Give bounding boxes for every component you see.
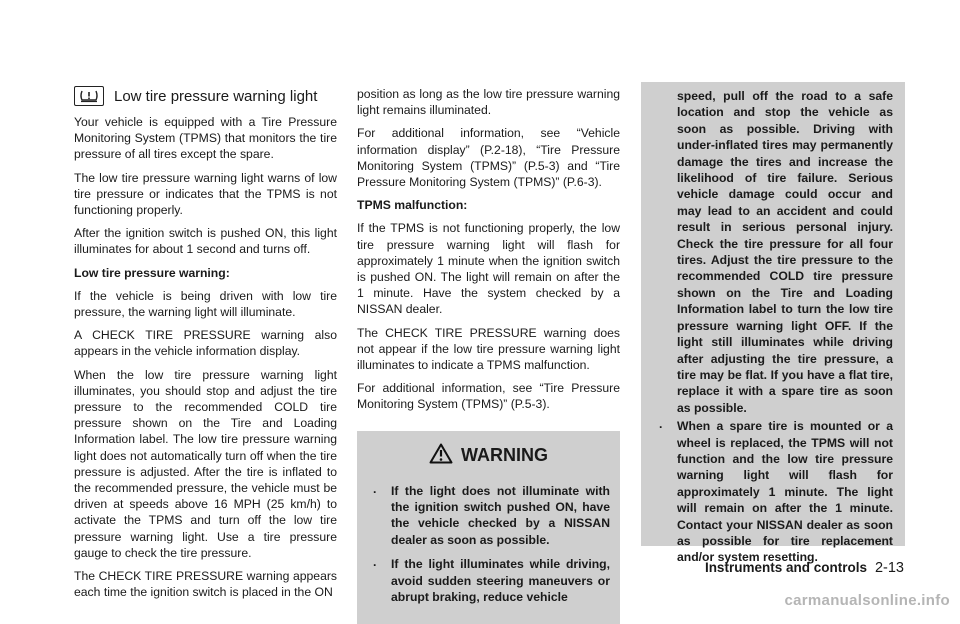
paragraph: For additional information, see “Vehicle information display” (P.2-18), “Tire Pressure Monitoring System (TPMS)” (P.5-3) and “Tire Pressure Monitoring System (TPMS)” (P.6-3). — [357, 126, 620, 190]
watermark: carmanualsonline.info — [784, 592, 950, 609]
column-2 — [357, 86, 620, 624]
section-title: Low tire pressure warning light — [114, 87, 318, 105]
warning-item: . When a spare tire is mounted or a wheel is replaced, the TPMS will not function and the low tire pressure warning light will flash for approximately 1 minute. The light will remain on after the 1 minute. Contact your NISSAN dealer as soon as possible for tire replacement and/or system resetting. — [653, 418, 893, 566]
paragraph: The low tire pressure warning light warns of low tire pressure or indicates that the TPMS is not functioning properly. — [74, 170, 337, 218]
subheading-tpms-malfunction: TPMS malfunction: — [357, 198, 468, 213]
paragraph: For additional information, see “Tire Pressure Monitoring System (TPMS)” (P.5-3). — [357, 381, 620, 412]
warning-list — [653, 418, 893, 566]
warning-item: . If the light illuminates while driving, avoid sudden steering maneuvers or abrupt braking, reduce vehicle — [367, 556, 610, 605]
paragraph: After the ignition switch is pushed ON, this light illuminates for about 1 second and turns off. — [74, 226, 337, 257]
footer-section-name: Instruments and controls — [704, 560, 867, 575]
section-heading — [74, 86, 337, 106]
warning-header — [367, 443, 610, 469]
paragraph: position as long as the low tire pressure warning light remains illuminated. — [357, 87, 620, 118]
paragraph: A CHECK TIRE PRESSURE warning also appears in the vehicle information display. — [74, 328, 337, 359]
paragraph: Your vehicle is equipped with a Tire Pressure Monitoring System (TPMS) that monitors the tire pressure of all tires except the spare. — [74, 115, 337, 162]
tire-pressure-warning-icon — [74, 86, 104, 106]
warning-item: . If the light does not illuminate with the ignition switch pushed ON, have the vehicle checked by a NISSAN dealer as soon as possible. — [367, 483, 610, 549]
warning-title: WARNING — [461, 445, 548, 466]
page-number: 2-13 — [874, 560, 904, 576]
page-footer — [705, 560, 904, 576]
warning-list — [367, 483, 610, 606]
subheading-low-tire-pressure: Low tire pressure warning: — [74, 265, 230, 280]
paragraph: If the vehicle is being driven with low tire pressure, the warning light will illuminate. — [74, 288, 337, 320]
warning-box — [357, 431, 620, 624]
column-1 — [74, 86, 337, 607]
paragraph: If the TPMS is not functioning properly, the low tire pressure warning light will flash for approximately 1 minute when the ignition switch is pushed ON. The light will remain on after the 1 minute. Have the system checked by a NISSAN dealer. — [357, 221, 620, 317]
column-3 — [641, 82, 905, 565]
paragraph: The CHECK TIRE PRESSURE warning appears each time the ignition switch is placed in the ON — [74, 569, 337, 600]
paragraph: When the low tire pressure warning light illuminates, you should stop and adjust the tire pressure to the recommended COLD tire pressure shown on the Tire and Loading Information label. The low tire pressure warning light does not automatically turn off when the tire pressure is adjusted. After the tire is inflated to the recommended pressure, the vehicle must be driven at speeds above 16 MPH (25 km/h) to activate the TPMS and turn off the low tire pressure warning light. Use a tire pressure gauge to check the tire pressure. — [74, 367, 337, 560]
warning-triangle-icon — [429, 443, 453, 469]
paragraph: The CHECK TIRE PRESSURE warning does not appear if the low tire pressure warning light illuminates to indicate a TPMS malfunction. — [357, 325, 620, 373]
warning-continued-text: speed, pull off the road to a safe location and stop the vehicle as soon as possible. Driving with under-inflated tires may permanently damage the tires and increase the likelihood of tire failure. Serious vehicle damage could occur and may lead to an accident and could result in serious personal injury. Check the tire pressure for all four tires. Adjust the tire pressure to the recommended COLD tire pressure shown on the Tire and Loading Information label to turn the low tire pressure warning light OFF. If the light still illuminates while driving after adjusting the tire pressure, a tire may be flat. If you have a flat tire, replace it with a spare tire as soon as possible. — [677, 89, 893, 415]
warning-box-continued — [641, 82, 905, 565]
